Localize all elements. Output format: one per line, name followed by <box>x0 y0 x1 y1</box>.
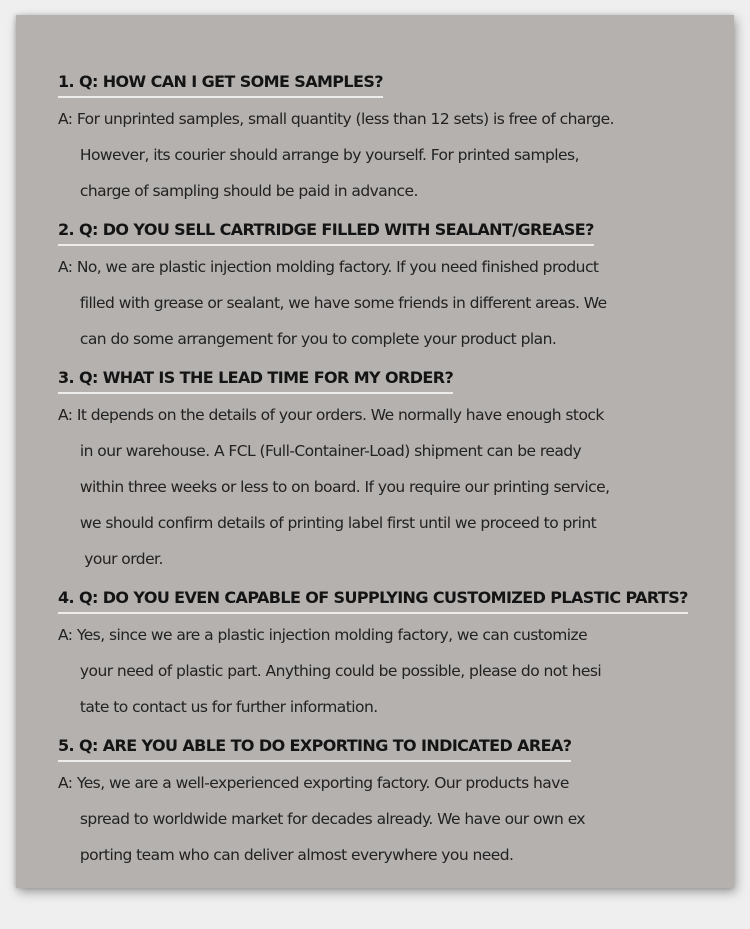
answer-line: can do some arrangement for you to complete your product plan. <box>58 330 557 348</box>
faq-card <box>16 15 734 888</box>
faq-answer <box>58 249 718 357</box>
answer-line: However, its courier should arrange by yourself. For printed samples, <box>58 146 579 164</box>
faq-list <box>58 71 718 873</box>
faq-question: 4. Q: DO YOU EVEN CAPABLE OF SUPPLYING CUSTOMIZED PLASTIC PARTS? <box>58 587 688 614</box>
faq-answer <box>58 617 718 725</box>
faq-answer <box>58 101 718 209</box>
answer-line: your order. <box>58 550 163 568</box>
answer-line: A: Yes, we are a well-experienced exporting factory. Our products have <box>58 774 569 792</box>
answer-line: A: No, we are plastic injection molding factory. If you need finished product <box>58 258 599 276</box>
faq-item-1 <box>58 71 718 209</box>
faq-question: 2. Q: DO YOU SELL CARTRIDGE FILLED WITH SEALANT/GREASE? <box>58 219 594 246</box>
answer-line: filled with grease or sealant, we have some friends in different areas. We <box>58 294 607 312</box>
faq-item-3 <box>58 357 718 577</box>
answer-line: we should confirm details of printing label first until we proceed to print <box>58 514 597 532</box>
faq-question: 3. Q: WHAT IS THE LEAD TIME FOR MY ORDER? <box>58 367 453 394</box>
faq-item-2 <box>58 209 718 357</box>
answer-line: porting team who can deliver almost everywhere you need. <box>58 846 514 864</box>
answer-line: tate to contact us for further information. <box>58 698 378 716</box>
answer-line: A: It depends on the details of your orders. We normally have enough stock <box>58 406 604 424</box>
faq-answer <box>58 765 718 873</box>
answer-line: in our warehouse. A FCL (Full-Container-Load) shipment can be ready <box>58 442 582 460</box>
answer-line: your need of plastic part. Anything could be possible, please do not hesi <box>58 662 602 680</box>
answer-line: within three weeks or less to on board. If you require our printing service, <box>58 478 610 496</box>
answer-line: A: For unprinted samples, small quantity (less than 12 sets) is free of charge. <box>58 110 615 128</box>
answer-line: spread to worldwide market for decades already. We have our own ex <box>58 810 586 828</box>
answer-line: A: Yes, since we are a plastic injection molding factory, we can customize <box>58 626 588 644</box>
faq-item-4 <box>58 577 718 725</box>
faq-answer <box>58 397 718 577</box>
faq-question: 1. Q: HOW CAN I GET SOME SAMPLES? <box>58 71 383 98</box>
faq-question: 5. Q: ARE YOU ABLE TO DO EXPORTING TO INDICATED AREA? <box>58 735 571 762</box>
faq-item-5 <box>58 725 718 873</box>
answer-line: charge of sampling should be paid in advance. <box>58 182 418 200</box>
